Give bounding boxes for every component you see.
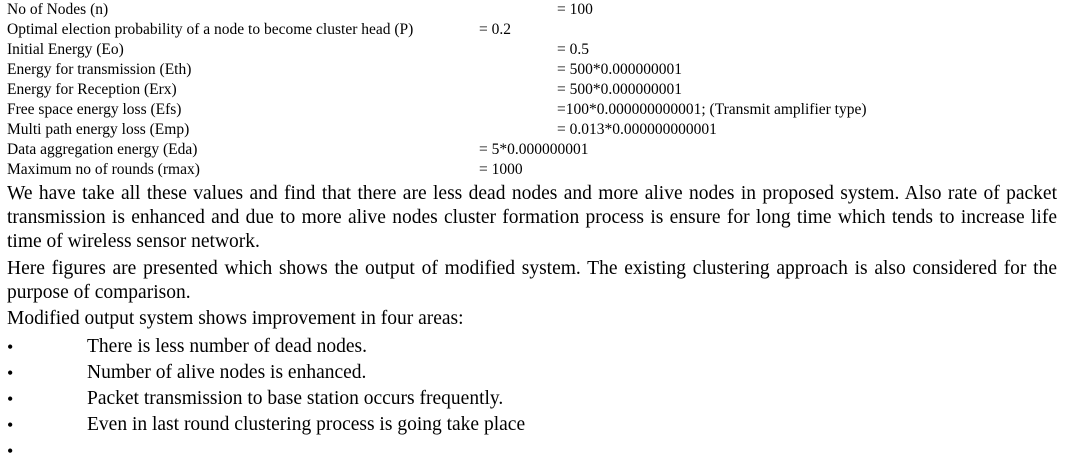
parameter-label: Initial Energy (Eo): [7, 41, 124, 58]
body-paragraph: Here figures are presented which shows the output of modified system. The existing clustering approach is also considered for the purpose of comparison.: [7, 258, 1057, 303]
list-item-text: Even in last round clustering process is going take place: [87, 414, 526, 435]
parameter-row: [7, 40, 1057, 60]
parameter-label: Data aggregation energy (Eda): [7, 141, 198, 158]
parameter-row: [7, 160, 1057, 180]
parameter-label: Multi path energy loss (Emp): [7, 121, 190, 138]
parameter-row: [7, 0, 1057, 20]
parameter-value: = 500*0.000000001: [557, 81, 682, 98]
parameter-value: = 0.013*0.000000000001: [557, 121, 717, 138]
parameter-row: [7, 120, 1057, 140]
list-item-text: Packet transmission to base station occurs frequently.: [87, 388, 504, 409]
bullet-icon: •: [7, 441, 14, 461]
parameter-row: [7, 20, 1057, 40]
bullet-icon: •: [7, 415, 14, 435]
parameter-row: [7, 60, 1057, 80]
bullet-icon: •: [7, 363, 14, 383]
parameter-value: = 500*0.000000001: [557, 61, 682, 78]
body-paragraph: Modified output system shows improvement in four areas:: [7, 308, 464, 329]
parameter-row: [7, 140, 1057, 160]
parameter-value: = 0.5: [557, 41, 589, 58]
parameter-value: = 100: [557, 1, 593, 18]
parameter-value: =100*0.000000000001; (Transmit amplifier type): [557, 101, 867, 118]
parameter-label: Maximum no of rounds (rmax): [7, 161, 200, 178]
parameter-label: Optimal election probability of a node to become cluster head (P): [7, 21, 414, 38]
parameter-label: No of Nodes (n): [7, 1, 109, 18]
bullet-icon: •: [7, 337, 14, 357]
list-item-text: Number of alive nodes is enhanced.: [87, 362, 367, 383]
parameter-row: [7, 80, 1057, 100]
parameter-row: [7, 100, 1057, 120]
list-item-text: There is less number of dead nodes.: [87, 336, 367, 357]
body-paragraph: We have take all these values and find that there are less dead nodes and more alive nodes in proposed system. Also rate of packet transmission is enhanced and due to more alive nodes cluster formation process is ensure for long time which tends to increase life time of wireless sensor network.: [7, 183, 1057, 252]
parameter-label: Energy for transmission (Eth): [7, 61, 192, 78]
parameter-label: Energy for Reception (Erx): [7, 81, 177, 98]
parameter-value: = 1000: [479, 161, 523, 178]
parameter-label: Free space energy loss (Efs): [7, 101, 182, 118]
parameter-value: = 0.2: [479, 21, 511, 38]
parameter-value: = 5*0.000000001: [479, 141, 589, 158]
bullet-icon: •: [7, 389, 14, 409]
